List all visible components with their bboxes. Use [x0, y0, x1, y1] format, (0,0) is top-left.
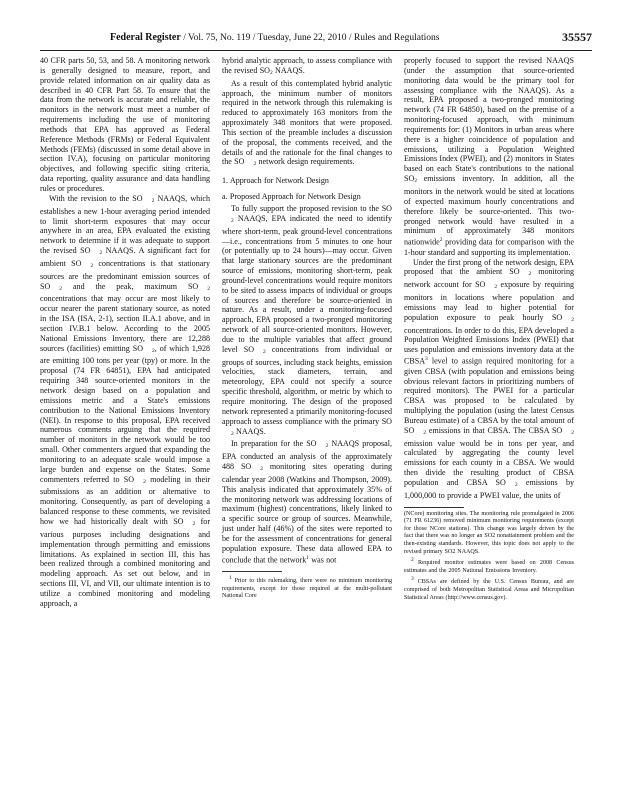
- paragraph: Under the first prong of the network design, EPA proposed that the ambient SO 2 monitoring network account for SO 2 exposure by requiring monitors in locations where population and emissions may lead to higher potential for population exposure to peak hourly SO 2 concentrations. In order to do this, EPA developed a Population Weighted Emissions Index (PWEI) that uses population and emissions inventory data at the CBSA$^3$ level to assign required monitoring for a given CBSA (with population and emissions being obvious relevant factors in prioritizing numbers of required monitors). The PWEI for a particular CBSA was proposed to be calculated by multiplying the population (using the latest Census Bureau estimate) of a CBSA by the total amount of SO 2 emissions in that CBSA. The CBSA SO 2 emission value would be in tons per year, and calculated by aggregating the county level emissions for each county in a CBSA. We would then divide the resulting product of CBSA population and CBSA SO 2 emissions by 1,000,000 to provide a PWEI value, the units of: [404, 257, 575, 500]
- paragraph: In preparation for the SO 2 NAAQS proposal, EPA conducted an analysis of the approximately 488 SO 2 monitoring sites operating during calendar year 2008 (Watkins and Thompson, 2009). This analysis indicated that approximately 35% of the monitoring network was addressing locations of maximum (highest) concentrations, likely linked to a specific source or group of sources. Meanwhile, just under half (46%) of the sites were reported to be for the assessment of concentrations for general population exposure. These data allowed EPA to conclude that the network$^1$ was not: [222, 439, 393, 565]
- footnote-continued: (NCore) monitoring sites. The monitoring rule promulgated in 2006 (71 FR 61236) removed minimum monitoring requirements (except for those NCore stations). This change was largely driven by the fact that there was no longer an SO2 nonattainment problem and the then-existing standards. However, this topic does not apply to the revised primary SO2 NAAQS.: [404, 510, 574, 555]
- header-rule: [40, 50, 592, 51]
- journal-title: Federal Register: [110, 32, 181, 43]
- footnote-mark: 3: [425, 356, 428, 363]
- issue-info: / Vol. 75, No. 119 / Tuesday, June 22, 2010 / Rules and Regulations: [183, 33, 440, 43]
- page-number: 35557: [562, 30, 592, 44]
- footnote-rule: [404, 507, 464, 508]
- footnotes: [404, 511, 574, 603]
- paragraph: To fully support the proposed revision to the SO2 NAAQS, EPA indicated the need to identify where short-term, peak ground-level concentrations—i.e., concentrations from 5 minutes to one hour (or potentially up to 24 hours)—may occur. Given that large stationary sources are the predominant source of emissions, monitoring short-term, peak ground-level concentrations would require monitors to be sited to assess impacts of individual or groups of sources and therefore be source-oriented in nature. As a result, under a monitoring-focused approach, EPA proposed a two-pronged monitoring network of all source-oriented monitors. However, due to the multiple variables that affect ground level SO 2 concentrations from individual or groups of sources, including stack heights, emission velocities, stack diameters, terrain, and meteorology, EPA could not specify a source specific threshold, algorithm, or metric by which to require monitoring. The design of the proposed network represented a primarily monitoring-focused approach to assess compliance with the primary SO2 NAAQS.: [222, 203, 392, 437]
- section-heading: 1. Approach for Network Design: [222, 176, 329, 186]
- footnote: $^3$ CBSAs are defined by the U.S. Census Bureau, and are comprised of both Metropolitan Statistical Areas and Micropolitan Statistical Areas (http://www.census.gov).: [404, 576, 574, 601]
- paragraph: properly focused to support the revised NAAQS (under the assumption that source-oriented monitoring data would be the primary tool for assessing compliance with the NAAQS). As a result, EPA proposed a two-pronged monitoring network (74 FR 64850), based on the premise of a monitoring-focused approach, with minimum requirements for: (1) Monitors in urban areas where there is a higher coincidence of population and emissions, utilizing a Population Weighted Emissions Index (PWEI), and (2) monitors in States based on each State's contributions to the national SO2 emissions inventory. In addition, all the monitors in the network would be sited at locations of expected maximum hourly concentrations and therefore likely be source-oriented. This two-pronged network would have resulted in a minimum of approximately 348 monitors nationwide$^2$ providing data for comparison with the 1-hour standard and supporting its implementation.: [404, 56, 574, 257]
- footnote: $^2$ Required monitor estimates were based on 2008 Census estimates and the 2005 National Emissions Inventory.: [404, 557, 574, 574]
- header-info: [110, 32, 439, 43]
- subsection-heading: a. Proposed Approach for Network Design: [222, 192, 361, 202]
- footnote: $^1$ Prior to this rulemaking, there were no minimum monitoring requirements, except for those required at the multi-pollutant National Core: [222, 575, 392, 600]
- paragraph: hybrid analytic approach, to assess compliance with the revised SO2 NAAQS.: [222, 56, 392, 76]
- paragraph: 40 CFR parts 50, 53, and 58. A monitoring network is generally designed to measure, report, and provide related information on air quality data as described in 40 CFR Part 58. To ensure that the data from the network is accurate and reliable, the monitors in the network must meet a number of requirements including the use of monitoring methods that EPA has approved as Federal Reference Methods (FRMs) or Federal Equivalent Methods (FEMs) (discussed in some detail above in section IV.A), focusing on particular monitoring objectives, and following specific siting criteria, data reporting, quality assurance and data handling rules or procedures.: [40, 56, 210, 193]
- paragraph: As a result of this contemplated hybrid analytic approach, the minimum number of monitors required in the network through this rulemaking is reduced to approximately 163 monitors from the approximately 348 monitors that were proposed. This section of the preamble includes a discussion of the proposal, the comments received, and the details of and the rationale for the final changes to the SO 2 network design requirements.: [222, 78, 392, 168]
- paragraph: With the revision to the SO 2 NAAQS, which establishes a new 1-hour averaging period intended to limit short-term exposures that may occur anywhere in an area, EPA evaluated the existing network to determine if it was adequate to support the revised SO 2 NAAQS. A significant fact for ambient SO 2 concentrations is that stationary sources are the predominant emission sources of SO 2 and the peak, maximum SO 2 concentrations that may occur are most likely to occur nearer the parent stationary source, as noted in the ISA (ISA, 2-1), section II.A.1 above, and in section IV.B.1 below. According to the 2005 National Emissions Inventory, there are 12,288 sources (facilities) emitting SO 2, of which 1,928 are emitting 100 tons per year (tpy) or more. In the proposal (74 FR 64851), EPA had anticipated requiring 348 source-oriented monitors in the network design based on a population and emissions metric and a State's emissions contribution to the National Emissions Inventory (NEI). In response to this proposal, EPA received numerous comments arguing that the required number of monitors in the network would be too small. Other commenters argued that expanding the monitoring to an adequate scale would impose a large burden and expense on the States. Some commenters referred to SO 2 modeling in their submissions as an addition or alternative to monitoring. Consequently, as part of developing a balanced response to these comments, we revisited how we had historically dealt with SO 2 for various purposes including designations and implementation through permitting and emissions limitations. As explained in section III, this has been realized through a combined monitoring and modeling approach. As set out below, and in sections III, VI, and VII, our ultimate intention is to utilize a combined monitoring and modeling approach, a: [40, 193, 211, 608]
- footnotes: [222, 575, 392, 601]
- text-column-1: [40, 56, 210, 609]
- footnote-mark: 1: [306, 554, 309, 561]
- page-header: [40, 30, 592, 46]
- text-column-2: [222, 56, 392, 602]
- footnote-rule: [222, 571, 282, 572]
- text-column-3: [404, 56, 574, 603]
- footnote-mark: 2: [439, 237, 443, 244]
